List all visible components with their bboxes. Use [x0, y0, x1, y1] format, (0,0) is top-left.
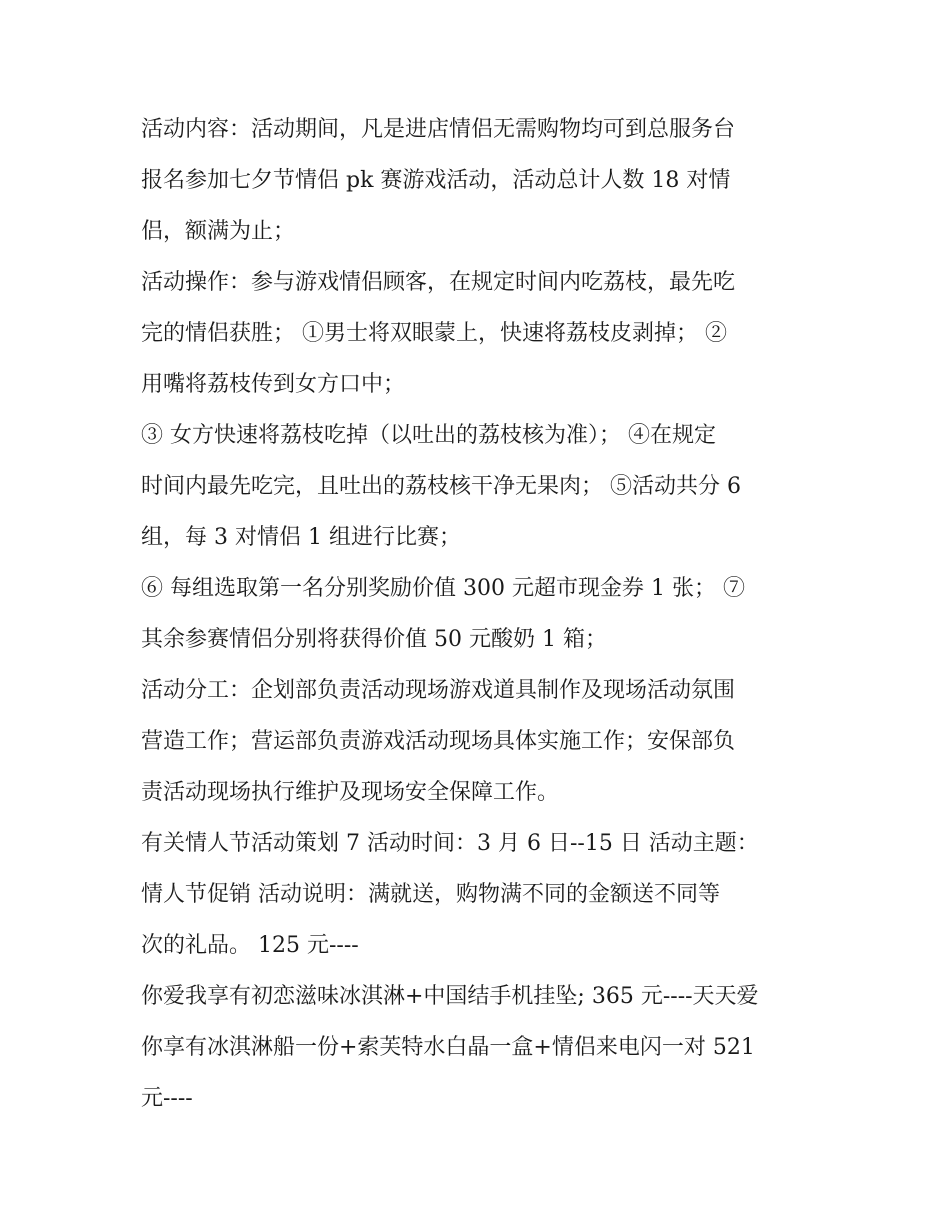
text-line: 侣，额满为止； — [141, 219, 296, 244]
text-line: 元---- — [141, 1086, 193, 1111]
text-line: 你享有冰淇淋船一份+索芙特水白晶一盒+情侣来电闪一对 521 — [141, 1035, 755, 1060]
text-line: 完的情侣获胜； ①男士将双眼蒙上，快速将荔枝皮剥掉； ② — [141, 321, 727, 346]
text-line: 用嘴将荔枝传到女方口中； — [141, 372, 406, 397]
text-line: 有关情人节活动策划 7 活动时间：3 月 6 日--15 日 活动主题： — [141, 831, 759, 856]
text-line: 责活动现场执行维护及现场安全保障工作。 — [141, 780, 560, 805]
text-line: 活动内容：活动期间，凡是进店情侣无需购物均可到总服务台 — [141, 117, 736, 142]
text-line: 时间内最先吃完，且吐出的荔枝核干净无果肉； ⑤活动共分 6 — [141, 474, 741, 499]
text-line: 次的礼品。 125 元---- — [141, 933, 359, 958]
text-line: 你爱我享有初恋滋味冰淇淋+中国结手机挂坠; 365 元----天天爱 — [141, 984, 759, 1009]
text-line: 营造工作；营运部负责游戏活动现场具体实施工作；安保部负 — [141, 729, 736, 754]
text-line: 组，每 3 对情侣 1 组进行比赛； — [141, 525, 461, 550]
text-line: 报名参加七夕节情侣 pk 赛游戏活动，活动总计人数 18 对情 — [141, 168, 731, 193]
text-line: 其余参赛情侣分别将获得价值 50 元酸奶 1 箱； — [141, 627, 607, 652]
text-line: 活动操作：参与游戏情侣顾客，在规定时间内吃荔枝，最先吃 — [141, 270, 736, 295]
text-line: ⑥ 每组选取第一名分别奖励价值 300 元超市现金券 1 张； ⑦ — [141, 576, 745, 601]
text-line: ③ 女方快速将荔枝吃掉（以吐出的荔枝核为准）； ④在规定 — [141, 423, 716, 448]
document-body — [141, 104, 813, 1124]
text-line: 活动分工：企划部负责活动现场游戏道具制作及现场活动氛围 — [141, 678, 736, 703]
text-line: 情人节促销 活动说明：满就送，购物满不同的金额送不同等 — [141, 882, 720, 907]
